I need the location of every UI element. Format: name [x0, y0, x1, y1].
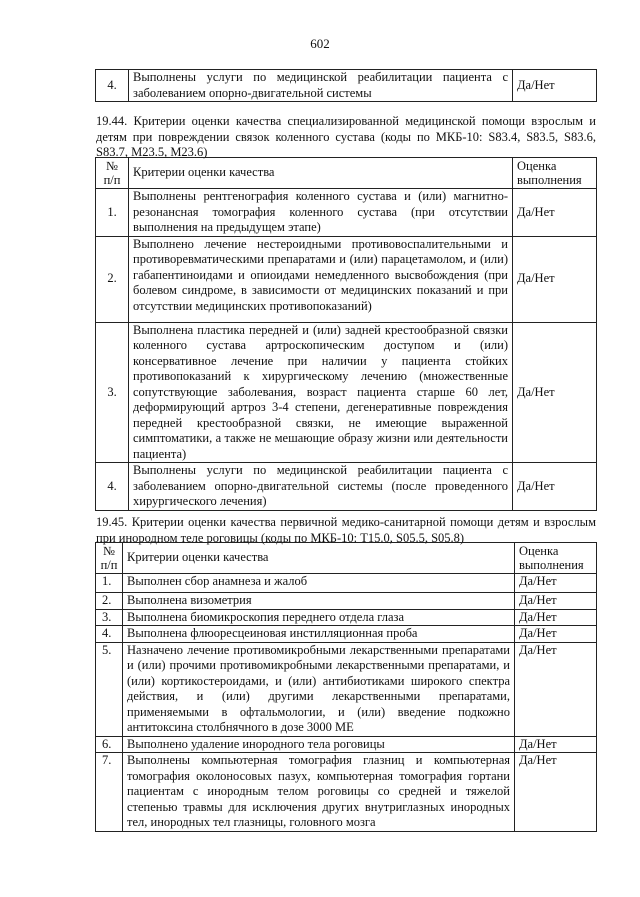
result-value: Да/Нет	[515, 609, 597, 626]
criterion-text: Выполнены компьютерная томография глазниц и компьютерная томография околоносовых пазух, компьютерная томография гортани пациентам с инородным телом роговицы со средней и тяжелой степенью травмы для исключения других внутриглазных инородных тел, инородных тел глазницы, головного мозга	[123, 753, 515, 832]
row-number: 2.	[96, 593, 123, 610]
column-header-number: № п/п	[96, 543, 123, 574]
result-value: Да/Нет	[515, 642, 597, 736]
row-number: 1.	[96, 189, 129, 237]
table-row	[96, 189, 597, 237]
row-number: 1.	[96, 574, 123, 593]
criteria-table-19-45	[95, 542, 597, 832]
result-value: Да/Нет	[515, 753, 597, 832]
criterion-text: Выполнен сбор анамнеза и жалоб	[123, 574, 515, 593]
criteria-table-19-44	[95, 157, 597, 511]
table-row	[96, 236, 597, 322]
row-number: 6.	[96, 736, 123, 753]
table-row	[96, 753, 597, 832]
criterion-text: Выполнена пластика передней и (или) задней крестообразной связки коленного сустава артроскопическим доступом и (или) консервативное лечение при наличии у пациента стойких противопоказаний к хирургическому лечению (множественные сопутствующие заболевания, возраст пациента старше 60 лет, деформирующий артроз 3-4 степени, дегенеративные повреждения передней крестообразной связки, не имеющие выраженной симптоматики, а также не мешающие образу жизни или деятельности пациента)	[129, 322, 513, 463]
criterion-text: Выполнена флюоресцеиновая инстилляционная проба	[123, 626, 515, 643]
table-header-row	[96, 158, 597, 189]
result-value: Да/Нет	[515, 574, 597, 593]
table-header-row	[96, 543, 597, 574]
criterion-text: Выполнено удаление инородного тела роговицы	[123, 736, 515, 753]
result-value: Да/Нет	[513, 70, 597, 102]
result-value: Да/Нет	[513, 189, 597, 237]
criterion-text: Выполнены услуги по медицинской реабилитации пациента с заболеванием опорно-двигательной системы (после проведенного хирургического лечения)	[129, 463, 513, 511]
page-number: 602	[310, 36, 330, 51]
table-row	[96, 609, 597, 626]
criterion-text: Выполнены услуги по медицинской реабилитации пациента с заболеванием опорно-двигательной системы	[129, 70, 513, 102]
table-row	[96, 642, 597, 736]
table-row	[96, 626, 597, 643]
column-header-result: Оценка выполнения	[515, 543, 597, 574]
row-number: 4.	[96, 626, 123, 643]
result-value: Да/Нет	[513, 236, 597, 322]
criterion-text: Назначено лечение противомикробными лекарственными препаратами и (или) прочими противомикробными лекарственными препаратами, и (или) кортикостероидами, и (или) антибиотиками широкого спектра действия, и (или) другими лекарственными препаратами, применяемыми в офтальмологии, и (или) введение подкожно антитоксина столбнячного в дозе 3000 МЕ	[123, 642, 515, 736]
row-number: 3.	[96, 322, 129, 463]
section-heading-19-44: 19.44. Критерии оценки качества специализированной медицинской помощи взрослым и детям при повреждении связок коленного сустава (коды по МКБ-10: S83.4, S83.5, S83.6, S83.7, M23.5, M23.6)	[96, 114, 596, 159]
column-header-criterion: Критерии оценки качества	[123, 543, 515, 574]
criterion-text: Выполнены рентгенография коленного сустава и (или) магнитно-резонансная томография коленного сустава (при отсутствии выполнения на предыдущем этапе)	[129, 189, 513, 237]
row-number: 5.	[96, 642, 123, 736]
criterion-text: Выполнена визометрия	[123, 593, 515, 610]
table-row	[96, 463, 597, 511]
row-number: 7.	[96, 753, 123, 832]
row-number: 2.	[96, 236, 129, 322]
criterion-text: Выполнена биомикроскопия переднего отдела глаза	[123, 609, 515, 626]
table-row	[96, 322, 597, 463]
result-value: Да/Нет	[513, 322, 597, 463]
table-row	[96, 574, 597, 593]
table-row	[96, 70, 597, 102]
row-number: 4.	[96, 70, 129, 102]
table-row	[96, 736, 597, 753]
result-value: Да/Нет	[515, 593, 597, 610]
result-value: Да/Нет	[515, 736, 597, 753]
section-heading-19-45: 19.45. Критерии оценки качества первичной медико-санитарной помощи детям и взрослым при инородном теле роговицы (коды по МКБ-10: T15.0, S05.5, S05.8)	[96, 515, 596, 545]
result-value: Да/Нет	[513, 463, 597, 511]
continuation-table	[95, 69, 597, 102]
table-row	[96, 593, 597, 610]
column-header-result: Оценка выполнения	[513, 158, 597, 189]
row-number: 4.	[96, 463, 129, 511]
result-value: Да/Нет	[515, 626, 597, 643]
column-header-number: № п/п	[96, 158, 129, 189]
column-header-criterion: Критерии оценки качества	[129, 158, 513, 189]
criterion-text: Выполнено лечение нестероидными противовоспалительными и противоревматическими препаратами и (или) парацетамолом, и (или) габапентиноидами и опиоидами немедленного высвобождения (при болевом синдроме, в зависимости от медицинских показаний и при отсутствии медицинских противопоказаний)	[129, 236, 513, 322]
row-number: 3.	[96, 609, 123, 626]
